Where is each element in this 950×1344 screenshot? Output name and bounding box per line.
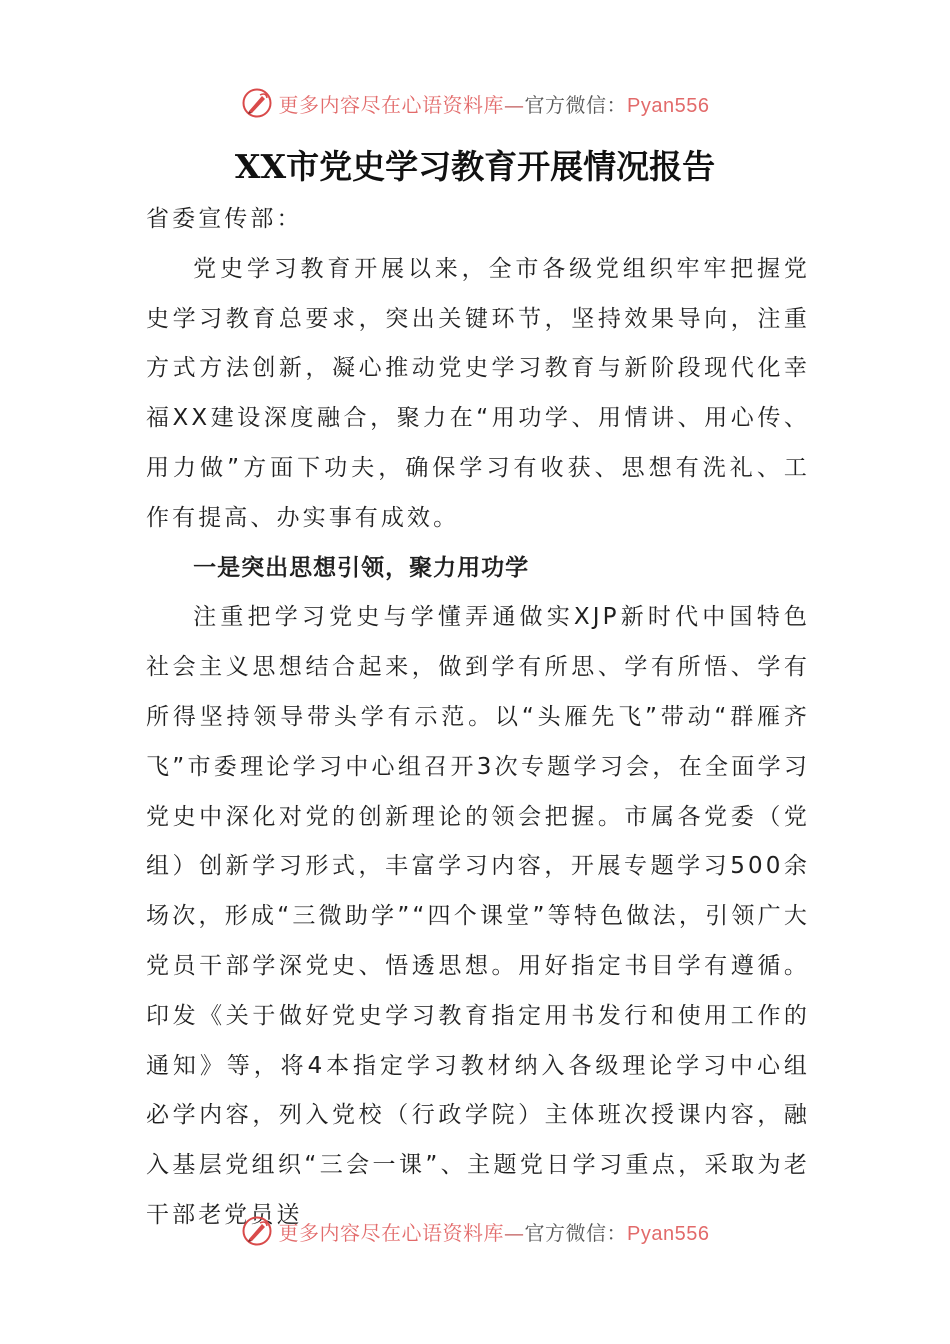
watermark-header xyxy=(0,86,950,120)
watermark-text: 更多内容尽在心语资料库—官方微信：Pyan556 xyxy=(278,1220,710,1245)
watermark-text: 更多内容尽在心语资料库—官方微信：Pyan556 xyxy=(278,92,710,117)
section-paragraph: 注重把学习党史与学懂弄通做实XJP新时代中国特色社会主义思想结合起来，做到学有所思、学有所悟、学有所得坚持领导带头学有示范。以“头雁先飞”带动“群雁齐飞”市委理论学习中心组召开3次专题学习会，在全面学习党史中深化对党的创新理论的领会把握。市属各党委（党组）创新学习形式，丰富学习内容，开展专题学习500余场次，形成“三微助学”“四个课堂”等特色做法，引领广大党员干部学深党史、悟透思想。用好指定书目学有遵循。印发《关于做好党史学习教育指定用书发行和使用工作的通知》等，将4本指定学习教材纳入各级理论学习中心组必学内容，列入党校（行政学院）主体班次授课内容，融入基层党组织“三会一课”、主题党日学习重点，采取为老干部老党员送 xyxy=(146,604,810,1228)
pen-circle-logo-icon xyxy=(241,1215,273,1247)
intro-paragraph: 党史学习教育开展以来，全市各级党组织牢牢把握党史学习教育总要求，突出关键环节，坚持效果导向，注重方式方法创新，凝心推动党史学习教育与新阶段现代化幸福XX建设深度融合，聚力在“用功学、用情讲、用心传、用力做”方面下功夫，确保学习有收获、思想有洗礼、工作有提高、办实事有成效。 xyxy=(146,255,810,531)
section-heading: 一是突出思想引领，聚力用功学 xyxy=(193,554,530,581)
watermark-footer xyxy=(0,1214,950,1248)
pen-circle-logo-icon xyxy=(241,87,273,119)
salutation: 省委宣传部： xyxy=(146,206,303,232)
document-title: XX市党史学习教育开展情况报告 xyxy=(234,147,716,186)
document-body xyxy=(146,195,810,1241)
